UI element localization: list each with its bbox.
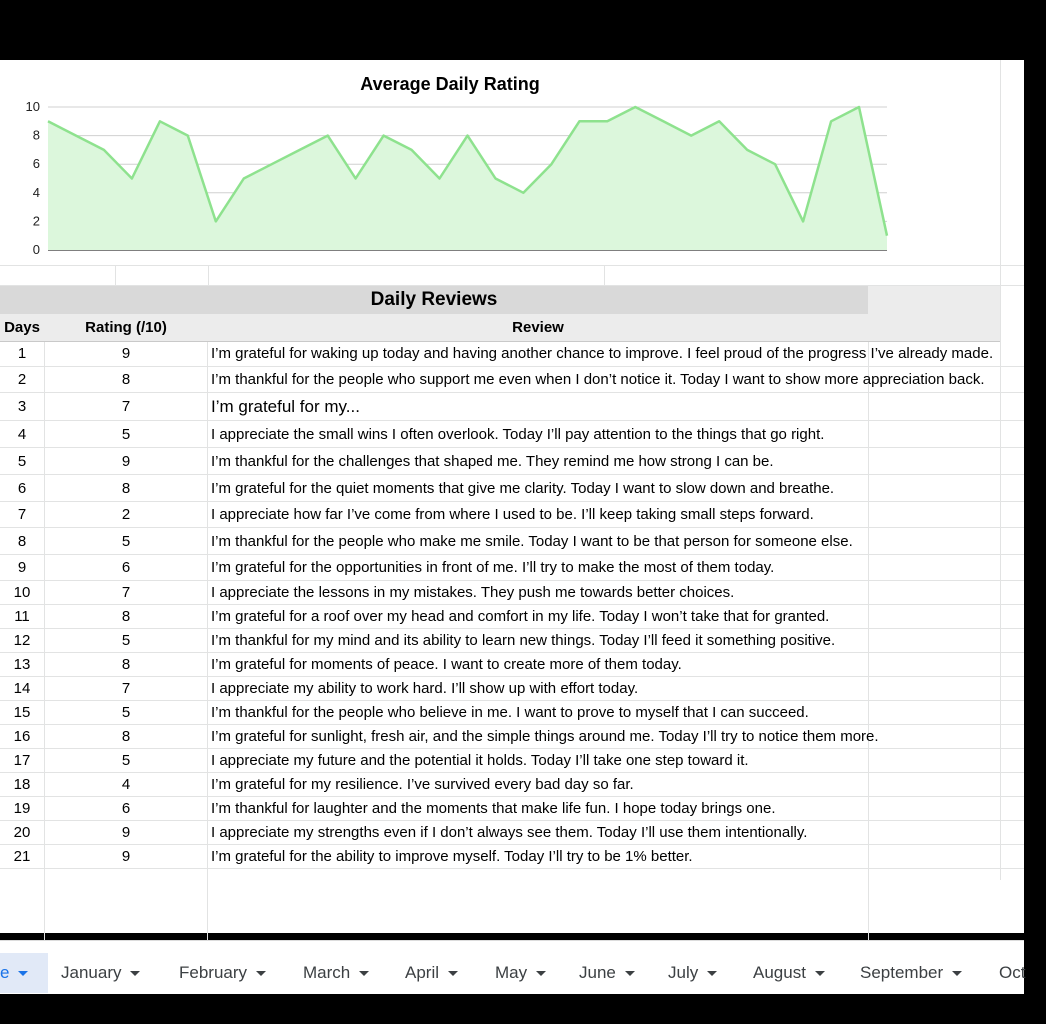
table-row[interactable]	[0, 448, 1024, 475]
day-cell[interactable]: 20	[13, 824, 31, 841]
sheet-tab-label: Oct	[999, 963, 1026, 982]
day-cell[interactable]: 2	[17, 371, 27, 388]
day-cell[interactable]: 6	[17, 479, 27, 497]
tab-menu-caret-icon[interactable]	[952, 971, 962, 976]
day-cell[interactable]: 21	[13, 848, 31, 865]
day-cell[interactable]: 3	[17, 398, 27, 415]
table-row[interactable]	[0, 605, 1024, 629]
review-cell[interactable]: I’m grateful for sunlight, fresh air, and the simple things around me. Today I’ll try to notice them more.	[211, 728, 879, 745]
average-daily-rating-chart[interactable]	[0, 60, 900, 275]
rating-cell[interactable]: 4	[121, 776, 131, 793]
spreadsheet-grid[interactable]	[0, 60, 1026, 982]
sheet-tab-label: April	[405, 963, 440, 982]
chart-y-tick-label: 6	[32, 156, 40, 172]
header-days[interactable]: Days	[4, 319, 40, 336]
sheet-tab-e[interactable]	[0, 953, 48, 993]
review-cell[interactable]: I’m thankful for laughter and the moments that make life fun. I hope today brings one.	[211, 800, 776, 817]
review-cell[interactable]: I appreciate the small wins I often overlook. Today I’ll pay attention to the things that go right.	[211, 425, 825, 443]
table-row[interactable]	[0, 677, 1024, 701]
table-row[interactable]	[0, 821, 1024, 845]
rating-cell[interactable]: 9	[121, 345, 131, 362]
table-row[interactable]	[0, 341, 1024, 367]
day-cell[interactable]: 19	[13, 800, 31, 817]
tab-menu-caret-icon[interactable]	[256, 971, 266, 976]
review-cell[interactable]: I’m grateful for waking up today and having another chance to improve. I feel proud of the progress I’ve already made.	[211, 345, 994, 362]
table-header-row	[0, 314, 1000, 342]
table-row[interactable]	[0, 629, 1024, 653]
rating-cell[interactable]: 9	[121, 848, 131, 865]
chart-y-tick-label: 4	[32, 184, 40, 200]
review-cell[interactable]: I’m thankful for my mind and its ability to learn new things. Today I’ll feed it something positive.	[211, 632, 836, 649]
rating-cell[interactable]: 6	[121, 559, 131, 576]
review-cell[interactable]: I’m grateful for my...	[211, 396, 360, 416]
day-cell[interactable]: 4	[17, 425, 27, 443]
table-row[interactable]	[0, 581, 1024, 605]
table-row[interactable]	[0, 393, 1024, 421]
day-cell[interactable]: 13	[13, 656, 31, 673]
day-cell[interactable]: 16	[13, 728, 31, 745]
day-cell[interactable]: 17	[13, 752, 31, 769]
day-cell[interactable]: 7	[17, 506, 27, 523]
sheet-tab-label: e	[0, 963, 10, 982]
sheet-tab-label: August	[753, 963, 806, 982]
sheet-tab-label: June	[579, 963, 616, 982]
title-row-extension[interactable]	[868, 286, 1000, 314]
review-cell[interactable]: I’m thankful for the people who make me smile. Today I want to be that person for someone else.	[211, 532, 853, 550]
review-cell[interactable]: I’m thankful for the challenges that shaped me. They remind me how strong I can be.	[211, 452, 774, 470]
sheet-tab-august[interactable]	[740, 953, 835, 993]
review-cell[interactable]: I appreciate my future and the potential it holds. Today I’ll take one step toward it.	[211, 752, 749, 769]
table-row[interactable]	[0, 502, 1024, 528]
review-cell[interactable]: I’m grateful for the quiet moments that give me clarity. Today I want to slow down and breathe.	[211, 479, 835, 497]
chart-y-tick-label: 8	[32, 127, 40, 143]
table-row[interactable]	[0, 653, 1024, 677]
day-cell[interactable]: 15	[13, 704, 31, 721]
day-cell[interactable]: 5	[17, 452, 27, 470]
tab-menu-caret-icon[interactable]	[448, 971, 458, 976]
review-cell[interactable]: I appreciate my ability to work hard. I’ll show up with effort today.	[211, 680, 639, 697]
chart-y-tick-label: 10	[25, 99, 40, 114]
rating-cell[interactable]: 2	[121, 506, 131, 523]
review-cell[interactable]: I appreciate how far I’ve come from where I used to be. I’ll keep taking small steps forward.	[211, 506, 814, 523]
tab-menu-caret-icon[interactable]	[536, 971, 546, 976]
table-row[interactable]	[0, 367, 1024, 393]
rating-cell[interactable]: 7	[121, 584, 131, 601]
day-cell[interactable]: 10	[13, 584, 31, 601]
review-cell[interactable]: I’m thankful for the people who support me even when I don’t notice it. Today I want to show more appreciation back.	[211, 371, 985, 388]
day-cell[interactable]: 8	[17, 532, 27, 550]
chart-title: Average Daily Rating	[360, 74, 540, 94]
tab-menu-caret-icon[interactable]	[359, 971, 369, 976]
rating-cell[interactable]: 9	[121, 824, 131, 841]
sheet-tab-label: January	[61, 963, 122, 982]
chart-y-tick-label: 2	[32, 213, 40, 229]
table-row[interactable]	[0, 701, 1024, 725]
table-row[interactable]	[0, 773, 1024, 797]
table-row[interactable]	[0, 421, 1024, 448]
rating-cell[interactable]: 8	[121, 479, 131, 497]
sheet-tab-label: March	[303, 963, 351, 982]
day-cell[interactable]: 18	[13, 776, 31, 793]
day-cell[interactable]: 14	[13, 680, 31, 697]
sheet-tab-july[interactable]	[655, 953, 727, 993]
review-cell[interactable]: I’m grateful for the opportunities in front of me. I’ll try to make the most of them today.	[211, 559, 775, 576]
chart-y-tick-label: 0	[32, 242, 40, 257]
table-row[interactable]	[0, 797, 1024, 821]
sheet-tab-september[interactable]	[847, 953, 974, 993]
rating-cell[interactable]: 8	[121, 608, 131, 625]
review-cell[interactable]: I appreciate my strengths even if I don’t always see them. Today I’ll use them intentionally.	[211, 824, 808, 841]
rating-cell[interactable]: 8	[121, 656, 131, 673]
table-row[interactable]	[0, 555, 1024, 581]
sheet-tab-may[interactable]	[482, 953, 554, 993]
table-row[interactable]	[0, 475, 1024, 502]
table-row[interactable]	[0, 845, 1024, 869]
review-cell[interactable]: I appreciate the lessons in my mistakes. They push me towards better choices.	[211, 584, 735, 601]
review-cell[interactable]: I’m grateful for moments of peace. I want to create more of them today.	[211, 656, 682, 673]
sheet-tab-april[interactable]	[392, 953, 470, 993]
sheet-tab-label: May	[495, 963, 528, 982]
rating-cell[interactable]: 5	[121, 752, 131, 769]
sheet-tab-february[interactable]	[166, 953, 278, 993]
day-cell[interactable]: 12	[13, 632, 31, 649]
tab-menu-caret-icon[interactable]	[18, 971, 28, 976]
sheet-tab-june[interactable]	[566, 953, 644, 993]
sheet-tab-label: July	[668, 963, 699, 982]
rating-cell[interactable]: 5	[121, 425, 131, 443]
header-review[interactable]: Review	[512, 319, 564, 336]
rating-cell[interactable]: 5	[121, 632, 131, 649]
rating-cell[interactable]: 9	[121, 452, 131, 470]
header-rating[interactable]: Rating (/10)	[85, 319, 167, 336]
daily-reviews-title-row[interactable]	[0, 286, 868, 315]
review-cell[interactable]: I’m grateful for my resilience. I’ve survived every bad day so far.	[211, 776, 634, 793]
tab-menu-caret-icon[interactable]	[815, 971, 825, 976]
tab-menu-caret-icon[interactable]	[707, 971, 717, 976]
review-cell[interactable]: I’m grateful for a roof over my head and comfort in my life. Today I won’t take that for granted.	[211, 608, 830, 625]
daily-reviews-title: Daily Reviews	[370, 289, 498, 310]
sheet-tab-march[interactable]	[290, 953, 380, 993]
table-row[interactable]	[0, 749, 1024, 773]
day-cell[interactable]: 1	[17, 345, 27, 362]
sheet-tab-label: September	[860, 963, 944, 982]
sheet-tab-oct[interactable]	[986, 953, 1046, 993]
chart-plot	[0, 60, 900, 275]
rating-cell[interactable]: 5	[121, 704, 131, 721]
rating-cell[interactable]: 8	[121, 371, 131, 388]
day-cell[interactable]: 11	[14, 608, 30, 625]
sheet-tab-label: February	[179, 963, 248, 982]
rating-cell[interactable]: 5	[121, 532, 131, 550]
table-row[interactable]	[0, 725, 1024, 749]
table-row[interactable]	[0, 528, 1024, 555]
sheet-tabs-bar	[0, 940, 1024, 994]
day-cell[interactable]: 9	[17, 559, 27, 576]
rating-cell[interactable]: 6	[121, 800, 131, 817]
tab-menu-caret-icon[interactable]	[625, 971, 635, 976]
rating-cell[interactable]: 7	[121, 398, 131, 415]
tab-menu-caret-icon[interactable]	[130, 971, 140, 976]
sheet-tab-january[interactable]	[48, 953, 158, 993]
review-cell[interactable]: I’m grateful for the ability to improve myself. Today I’ll try to be 1% better.	[211, 848, 693, 865]
rating-cell[interactable]: 7	[121, 680, 131, 697]
review-cell[interactable]: I’m thankful for the people who believe in me. I want to prove to myself that I can succeed.	[211, 704, 809, 721]
rating-cell[interactable]: 8	[121, 728, 131, 745]
